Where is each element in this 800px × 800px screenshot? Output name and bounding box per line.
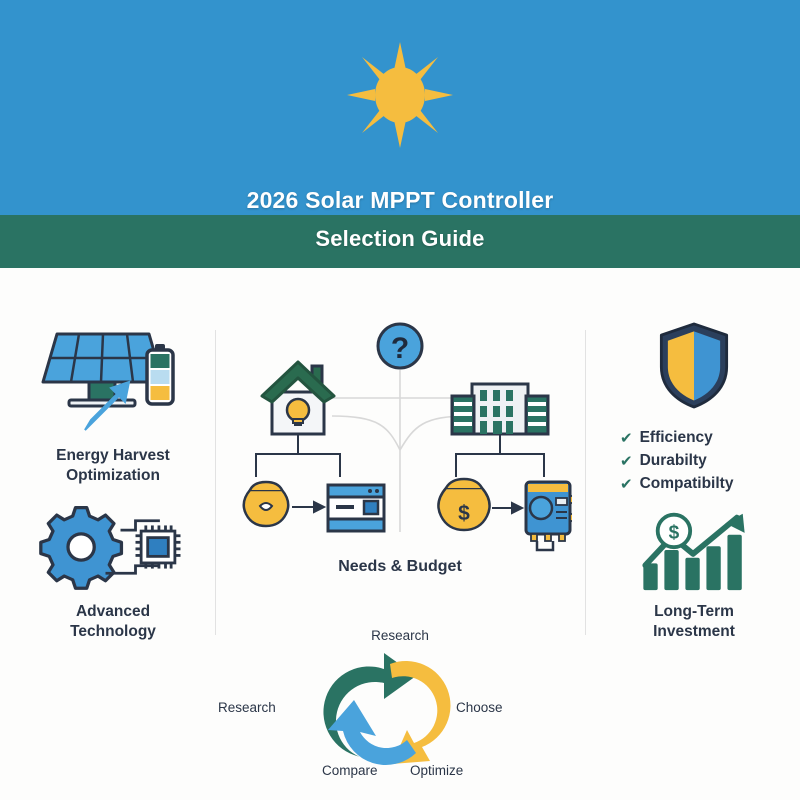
caption-line1: Long-Term (654, 603, 734, 620)
divider-right (585, 330, 586, 635)
checklist-label: Durabilty (639, 452, 707, 469)
decision-tree-caption: Needs & Budget (338, 558, 462, 575)
svg-text:$: $ (458, 502, 470, 525)
cycle-label-left: Research (218, 700, 276, 715)
feature-advanced-technology (18, 500, 208, 642)
checklist-label: Compatibilty (639, 475, 734, 492)
feature-long-term-investment (596, 508, 792, 642)
checkmark-icon: ✔ (620, 429, 633, 447)
money-bag-icon (244, 482, 289, 526)
benefits-checklist (620, 429, 792, 493)
cycle-label-bottom-right: Optimize (410, 763, 464, 778)
benefits-panel (596, 318, 792, 498)
house-lightbulb-icon (262, 362, 334, 434)
caption-line2: Investment (653, 623, 735, 640)
office-building-icon (452, 384, 548, 434)
checklist-item (620, 429, 792, 447)
caption-line1: Energy Harvest (56, 447, 170, 464)
decision-tree (228, 322, 572, 572)
cycle-label-right: Choose (456, 700, 503, 715)
sun-icon (345, 40, 455, 150)
header-title-block (0, 186, 800, 214)
arrow-right-icon (292, 502, 324, 512)
checklist-label: Efficiency (639, 429, 713, 446)
caption-line2: Optimization (66, 467, 160, 484)
feature-energy-harvest (18, 318, 208, 486)
divider-left (215, 330, 216, 635)
feature-caption (18, 602, 208, 642)
checklist-item (620, 452, 792, 470)
svg-text:?: ? (390, 332, 410, 365)
small-controller-icon (328, 485, 384, 531)
caption-line1: Advanced (75, 603, 151, 620)
gear-microchip-icon (18, 500, 208, 594)
solar-panel-battery-icon (18, 318, 208, 438)
feature-caption (18, 446, 208, 486)
page-title-line1: 2026 Solar MPPT Controller (246, 187, 554, 213)
caption-line2: Technology (70, 623, 156, 640)
cycle-label-top: Research (371, 628, 429, 643)
growth-chart-dollar-icon (596, 508, 792, 594)
money-bag-dollar-icon (438, 479, 489, 530)
checkmark-icon: ✔ (620, 475, 633, 493)
arrow-right-icon (492, 503, 522, 513)
shield-icon (596, 318, 792, 417)
feature-caption (596, 602, 792, 642)
cycle-label-bottom-left: Compare (322, 763, 378, 778)
question-mark-circle-icon (378, 324, 422, 368)
process-cycle (218, 628, 520, 793)
checklist-item (620, 475, 792, 493)
checkmark-icon: ✔ (620, 452, 633, 470)
industrial-controller-icon (526, 482, 572, 550)
page-title-line2: Selection Guide (315, 226, 485, 251)
svg-text:$: $ (668, 522, 680, 544)
